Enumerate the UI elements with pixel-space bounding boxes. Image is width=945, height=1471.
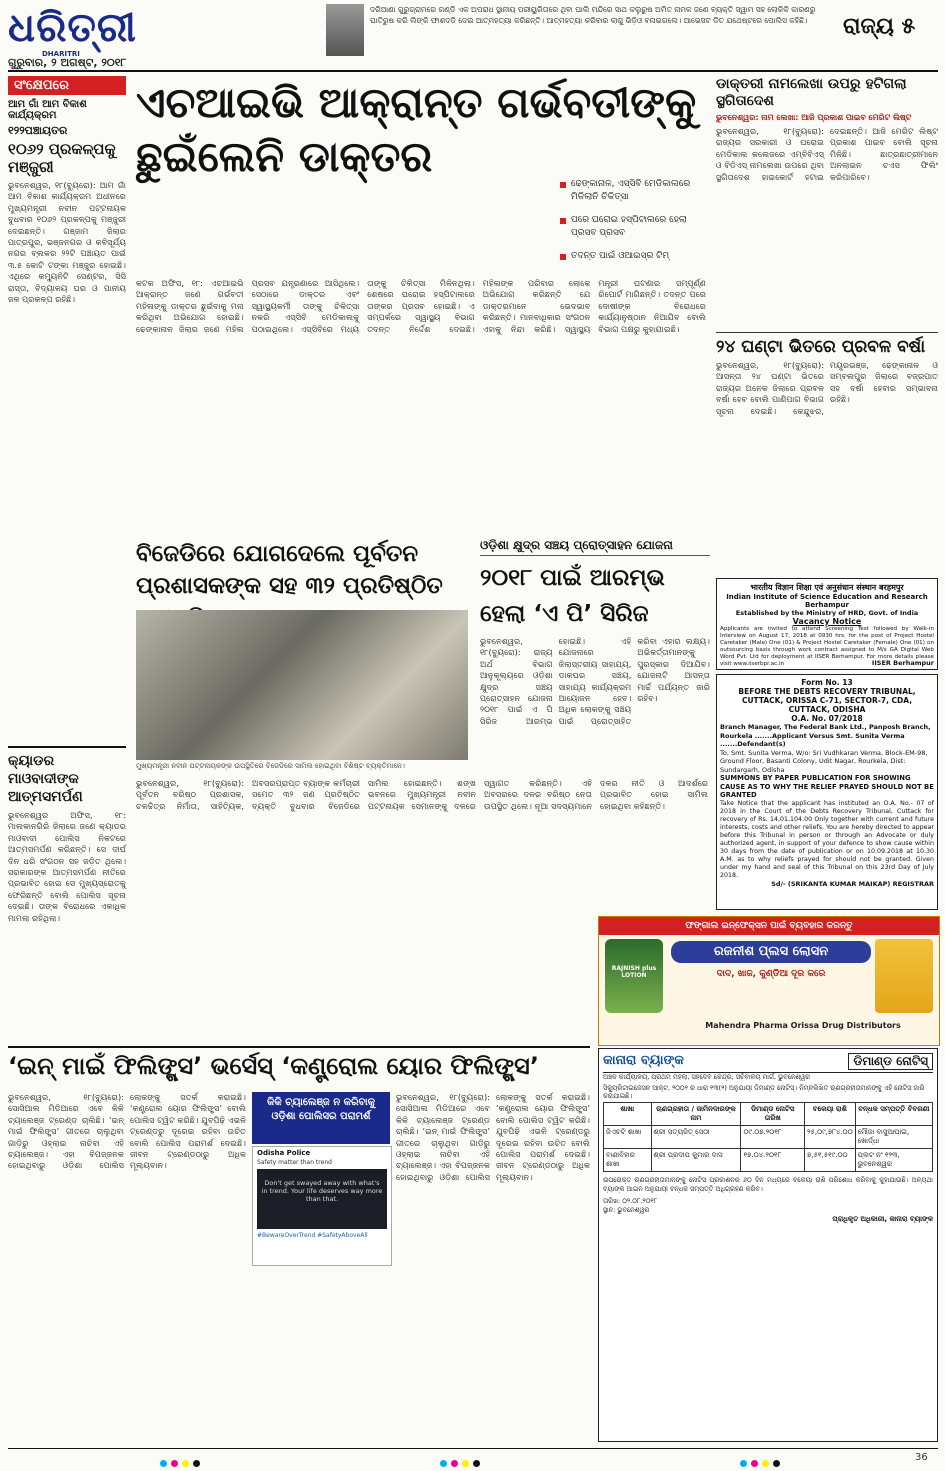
footer-rule: [8, 1448, 938, 1449]
lead-bullet: ତଦନ୍ତ ପାଇଁ ଓଆଇସ୍‌ର ଟିମ୍: [560, 250, 710, 263]
feelings-headline: ‘ଇନ୍ ମାଇଁ ଫିଲିଙ୍ଗ୍ସ’ ଭର୍ସେସ୍ ‘କଣ୍ଟ୍ରୋଲ ୟୋର ଫିଲିଙ୍ଗ୍ସ’: [8, 1052, 539, 1080]
iiser-title-hindi: भारतीय विज्ञान शिक्षा एवं अनुसंधान संस्थान बरहमपुर: [750, 583, 904, 592]
tweet-text: Safety matter than trend: [257, 1159, 332, 1166]
cyan-dot-icon: [740, 1460, 747, 1467]
scheme-body: ଭୁବନେଶ୍ୱର, ୧୮(ବ୍ୟୁରୋ): ରାଜ୍ୟ ଅର୍ଥ ବିଭାଗ ଆନୁକୂଲ୍ୟରେ ଓଡ଼ିଶା କ୍ଷୁଦ୍ର ସଞ୍ଚୟ ପ୍ରୋତ୍ସାହନ ଯୋଜନା ୨୦୧୮ ପାଇଁ ଏ ପି ସିରିଜ ଆରମ୍ଭ ହୋଇଛି। ଏହି ଯୋଜନାରେ ଜିଲାସ୍ତରୀୟ ସାହାଯ୍ୟ, ଡାକଘର ସଞ୍ଚୟ, ସାହାଯ୍ୟ କାର୍ଯ୍ୟକ୍ରମ ଆୟୋଜନ ହେବ। ଅଧିକ ଲୋକଙ୍କୁ ସଞ୍ଚୟ ପାଇଁ ପ୍ରୋତ୍ସାହିତ କରିବା ଏହାର ଲକ୍ଷ୍ୟ। ଅଭିକର୍ତ୍ତାମାନଙ୍କୁ ପୁରସ୍କାର ଦିଆଯିବ। ଯୋଜନାଟି ଆସନ୍ତା ମାର୍ଚ୍ଚ ପର୍ଯ୍ୟନ୍ତ ଜାରି ରହିବ।: [480, 636, 710, 726]
bjd-body: ଭୁବନେଶ୍ୱର, ୧୮(ବ୍ୟୁରୋ): ପୂର୍ବତନ ବରିଷ୍ଠ ପ୍ରଶାସକ, ଚଳଚ୍ଚିତ୍ର ନିର୍ମାତା, ସାହିତ୍ୟିକ, ଅବସରପ୍ରାପ୍ତ ବ୍ୟାଙ୍କ କର୍ମଚାରୀ ସମେତ ୩୨ ଜଣ ପ୍ରତିଷ୍ଠିତ ବ୍ୟକ୍ତି ବୁଧବାର ବିଜେଡିରେ ସାମିଲ ହୋଇଛନ୍ତି। ଶଙ୍ଖ ଭବନରେ ମୁଖ୍ୟମନ୍ତ୍ରୀ ନବୀନ ପଟ୍ଟନାୟକ ସେମାନଙ୍କୁ ଦଳରେ ସ୍ୱାଗତ କରିଛନ୍ତି। ଏହି ଅବସରରେ ଦଳର ବରିଷ୍ଠ ନେତା ଉପସ୍ଥିତ ଥିଲେ। ନୂଆ ସଦସ୍ୟମାନେ ଦଳର ନୀତି ଓ ଆଦର୍ଶରେ ପ୍ରଭାବିତ ହୋଇ ସାମିଲ ହୋଇଥିବା କହିଛନ୍ତି।: [136, 778, 708, 811]
lead-body: କଟକ ଅଫିସ, ୧୮: ଏଚଆଇଭି ଆକ୍ରାନ୍ତ ଜଣେ ଗର୍ଭବତୀ ମହିଳାଙ୍କୁ ଡାକ୍ତର ଛୁଇଁବାକୁ ମନା କରିଥିବା ଅଭିଯୋଗ ହୋଇଛି। ଢେଙ୍କାନାଳ ଜିଲାର ଜଣେ ମହିଳା ପ୍ରସବ ଯନ୍ତ୍ରଣାରେ ଆସିଥିଲେ। ସେଠାରେ ଡାକ୍ତର ଏବଂ ସ୍ୱାସ୍ଥ୍ୟକର୍ମୀ ତାଙ୍କୁ ଚିକିତ୍ସା ନକରି ଏସ୍‌ସିବି ମେଡିକାଲକୁ ପଠାଇଥିଲେ। ଏସ୍‌ସିବିରେ ମଧ୍ୟ ତାଙ୍କୁ ଚିକିତ୍ସା ମିଳିନଥିଲା। ଶେଷରେ ଘରୋଇ ହସ୍ପିଟାଲରେ ତାଙ୍କର ପ୍ରସବ ହୋଇଛି। ଏ ସମ୍ପର୍କରେ ସ୍ୱାସ୍ଥ୍ୟ ବିଭାଗ ତଦନ୍ତ ନିର୍ଦ୍ଦେଶ ଦେଇଛି। ମହିଳାଙ୍କ ପରିବାର ଲୋକେ ଅଭିଯୋଗ କରିଛନ୍ତି ଯେ ଡାକ୍ତରମାନେ ଭେଦଭାବ କରିଛନ୍ତି। ମାନବାଧିକାର ସଂଗଠନ ଏହାକୁ ନିନ୍ଦା କରିଛି। ସ୍ୱାସ୍ଥ୍ୟ ମନ୍ତ୍ରୀ ଘଟଣାର ସମ୍ପୂର୍ଣ୍ଣ ରିପୋର୍ଟ ମାଗିଛନ୍ତି। ତଦନ୍ତ ପରେ ଦୋଷୀଙ୍କ ବିରୋଧରେ କାର୍ଯ୍ୟାନୁଷ୍ଠାନ ନିଆଯିବ ବୋଲି ବିଭାଗ ପକ୍ଷରୁ କୁହାଯାଇଛି।: [136, 278, 706, 334]
bullet-square-icon: [560, 218, 566, 224]
black-dot-icon: [773, 1460, 780, 1467]
teaser-photo: [326, 4, 364, 56]
lead-bullet: ପରେ ଘରୋଇ ହସ୍ପିଟାଲରେ ହେଲା ପ୍ରସବ ପ୍ରସବ: [560, 214, 710, 240]
brief-sub: ୧୨୨ପଞ୍ଚାୟତର: [8, 124, 68, 137]
col-header: ଋଣଗ୍ରହୀତା / ଜାମିନଦାରଙ୍କ ନାମ: [651, 1103, 741, 1126]
medical-body: ଭୁବନେଶ୍ୱର, ୧୮(ବ୍ୟୁରୋ): ରାଜ୍ୟର ସରକାରୀ ଓ ଘରୋଇ ମେଡିକାଲ କଲେଜରେ ଏମ୍‌ବିବିଏସ୍ ଓ ବିଡିଏସ୍ ନାମଲେଖା ଉପରେ ଥିବା ସ୍ଥଗିତାଦେଶ ହାଇକୋର୍ଟ ହଟାଇ ଦେଇଛନ୍ତି। ଆଜି ମେରିଟ ଲିଷ୍ଟ ପ୍ରକାଶ ପାଇବ ବୋଲି ସୂଚନା ମିଳିଛି। ଛାତ୍ରଛାତ୍ରୀମାନେ ଅନଲାଇନ ଚଏସ ଫିଲିଂ କରିପାରିବେ।: [716, 126, 938, 182]
canara-header: [603, 1053, 933, 1073]
table-cell: ୧୭.୦୪.୨୦୧୮: [741, 1149, 805, 1172]
lead-bullet: ଢେଙ୍କାନାଳ, ଏସ୍‌ସିବି ମେଡିକାଲରେ ମିଳିଲାନି ଚିକିତ୍ସା: [560, 178, 710, 204]
briefs-badge: ସଂକ୍ଷେପରେ: [8, 76, 126, 95]
color-registration-marks: [440, 1460, 480, 1467]
col-header: ବକେୟା ରାଶି: [805, 1103, 856, 1126]
lead-bullets: [560, 178, 710, 273]
black-dot-icon: [473, 1460, 480, 1467]
maoist-body: ଭୁବନେଶ୍ୱର ଅଫିସ, ୧୮: ମାଲକାନଗିରି ଜିଲାରେ ଜଣେ କ୍ୟାଡର ମାଓବାଦୀ ପୋଲିସ ନିକଟରେ ଆତ୍ମସମର୍ପଣ କରିଛନ୍ତି। ସେ ଦୀର୍ଘ ଦିନ ଧରି ସଂଗଠନ ସହ ଜଡ଼ିତ ଥିଲେ। ସରକାରଙ୍କ ଆତ୍ମସମର୍ପଣ ନୀତିରେ ପ୍ରଭାବିତ ହୋଇ ସେ ମୁଖ୍ୟସ୍ରୋତକୁ ଫେରିଛନ୍ତି ବୋଲି ପୋଲିସ ସୂଚନା ଦେଇଛି। ତାଙ୍କ ବିରୋଧରେ ଏକାଧିକ ମାମଲା ରହିଥିଲା।: [8, 810, 126, 923]
newspaper-logo: ଧରିତ୍ରୀ: [8, 4, 137, 51]
iiser-vacancy: Vacancy Notice: [792, 617, 862, 626]
brief-kicker: ଆମ ଗାଁ ଆମ ବିକାଶ କାର୍ଯ୍ୟକ୍ରମ: [8, 99, 87, 121]
drt-notice: [716, 674, 938, 910]
yellow-dot-icon: [762, 1460, 769, 1467]
table-cell: ୭,୫୧,୫୧୯.୦୦: [805, 1149, 856, 1172]
yellow-dot-icon: [462, 1460, 469, 1467]
brief-headline: ୧୦୬୨ ପ୍ରକଳ୍ପକୁ ମଞ୍ଜୁରୀ: [8, 140, 116, 176]
cyan-dot-icon: [160, 1460, 167, 1467]
table-cell: ମୌଜା ବାସୁଆଘାଇ, ଖୋର୍ଦ୍ଧା: [855, 1126, 932, 1149]
teaser-text: ଦରିଆଣା ଗୁରୁଗ୍ରାମରେ ଗଣ୍ଡି ଏକ ଅପରାଧ ସ୍ଥାନୀୟ ପରୀୟୁରିତାରେ ଥିବା ଘାଲି ମନ୍ଦିରେ ସାଥ କଲୁରୁଷ ଅମିତ ନାମକ ଜଣେ ବ୍ୟକ୍ତି ସ୍ୱାମ ସହ ଲୋକିକି କାରଣରୁ ଘାତିରୁଷ କରି ଲିଙ୍କି ଫାଶଦଡି ଦେଇ ଆତ୍ମହତ୍ୟା କରିଛନ୍ତି। ଆତ୍ମହତ୍ୟା କରିବାର ଲାଗୁ ଭିଡ଼ିଓ ବନାଇଗଲେ। ଆଭେସଟ ଡିତ ଯଥେଷ୍ଟରେ ପୋଲିସ କହିଛି।: [370, 5, 816, 25]
ad-tagline: ଦାଦ, ଖାଜ, କୁଣ୍ଡିଆ ଦୂର କରେ: [716, 969, 826, 979]
canara-notice: [598, 1048, 938, 1442]
magenta-dot-icon: [171, 1460, 178, 1467]
maoist-headline: କ୍ୟାଡର ମାଓବାଦୀଙ୍କ ଆତ୍ମସମର୍ପଣ: [8, 746, 126, 806]
brief-body: ଭୁବନେଶ୍ୱର, ୧୮(ବ୍ୟୁରୋ): ଆମ ଗାଁ ଆମ ବିକାଶ କାର୍ଯ୍ୟକ୍ରମ ଅଧୀନରେ ମୁଖ୍ୟମନ୍ତ୍ରୀ ନବୀନ ପଟ୍ଟନାୟକ ବୁଧବାର ୧୦୬୨ ପ୍ରକଳ୍ପକୁ ମଞ୍ଜୁରୀ ଦେଇଛନ୍ତି। ଗଞ୍ଜାମ ଜିଲାର ପାତ୍ରପୁର, ଭଞ୍ଜନଗର ଓ କବିସୂର୍ଯ୍ୟ ନଗର ବ୍ଲକର ୨୨ଟି ପଞ୍ଚାୟତ ପାଇଁ ୩.୫ କୋଟି ଟଙ୍କା ମଞ୍ଜୁର ହୋଇଛି। ଏଥିରେ କମ୍ୟୁନିଟି ସେଣ୍ଟର, ସିସି ରାସ୍ତା, ବିଦ୍ୟାଳୟ ଘର ଓ ପାନୀୟ ଜଳ ପ୍ରକଳ୍ପ ରହିଛି।: [8, 180, 126, 305]
rain-body: ଭୁବନେଶ୍ୱର, ୧୮(ବ୍ୟୁରୋ): ଆସନ୍ତା ୨୪ ଘଣ୍ଟା ଭିତରେ ରାଜ୍ୟର ଅନେକ ଜିଲାରେ ପ୍ରବଳ ବର୍ଷା ହେବ ବୋଲି ପାଣିପାଗ ବିଭାଗ ସୂଚନା ଦେଇଛି। କେନ୍ଦୁଝର, ମୟୂରଭଞ୍ଜ, ଢେଙ୍କାନାଳ ଓ ସମ୍ବଲପୁର ଜିଲାରେ ବଜ୍ରପାତ ସହ ବର୍ଷା ହେବାର ସମ୍ଭାବନା ରହିଛି।: [716, 360, 938, 416]
drt-addressee: To, Smt. Sunita Verma, W/o: Sri Vudhkaran Verma, Block-EM-98, Ground Floor, Basanti Colony, Udit Nagar, Rourkela, Dist: Sundargarh, Odisha: [720, 748, 928, 774]
iiser-body: Applicants are invited to attend Screening Test followed by Walk-in Interview on August 17, 2018 at 0930 hrs. for the post of Project Hostel Caretaker (Male) One (01) & Project Hostel Caretaker (Female) One (01) on outsourcing basis through work contract assigned to M/s GA Digital Web Word Pvt. Ltd for deployment at IISER Berhampur. For more details please visit www.iiserbpr.ac.in: [720, 626, 934, 667]
table-cell: ବାଣୀବିହାର ଶାଖା: [604, 1149, 652, 1172]
bjd-headline: ବିଜେଡିରେ ଯୋଗଦେଲେ ପୂର୍ବତନ ପ୍ରଶାସକଙ୍କ ସହ ୩୨ ପ୍ରତିଷ୍ଠିତ: [136, 541, 443, 599]
rain-headline: ୨୪ ଘଣ୍ଟା ଭିତରେ ପ୍ରବଳ ବର୍ଷା: [716, 332, 938, 357]
page-number: 36: [915, 1452, 928, 1463]
table-row: [604, 1126, 933, 1149]
section-rule: [8, 1046, 590, 1048]
section-label: ରାଜ୍ୟ ୫: [843, 14, 916, 39]
iiser-notice: [716, 578, 938, 670]
col-header: ବନ୍ଧକ ସମ୍ପତ୍ତି ବିବରଣୀ: [855, 1103, 932, 1126]
iiser-sign: IISER Berhampur: [871, 659, 934, 667]
table-header-row: [604, 1103, 933, 1126]
ad-distributor: Mahendra Pharma Orissa Drug Distributors: [705, 1021, 901, 1030]
table-cell: ୨୫,୦୯,୭୮୪.୦୦: [805, 1126, 856, 1149]
canara-date: ତାରିଖ: ୦୨.୦୮.୨୦୧୮: [603, 1197, 658, 1205]
black-dot-icon: [193, 1460, 200, 1467]
canara-sign: ପ୍ରାଧିକୃତ ଅଧିକାରୀ, କାନାରା ବ୍ୟାଙ୍କ: [832, 1215, 933, 1223]
lotion-bottle: RAJNISH plus LOTION: [605, 939, 663, 1013]
canara-body: ଉପରୋକ୍ତ ଋଣଗ୍ରହୀତାମାନଙ୍କୁ ନୋଟିସ ପ୍ରକାଶନର ୬୦ ଦିନ ମଧ୍ୟରେ ବକେୟା ରାଶି ପରିଶୋଧ କରିବାକୁ କୁହାଯାଉଛି। ଅନ୍ୟଥା ବ୍ୟାଙ୍କ ଆଇନ ଅନୁଯାୟୀ ବନ୍ଧକ ସମ୍ପତ୍ତି ଅଧିଗ୍ରହଣ କରିବ।: [603, 1176, 933, 1193]
canara-table: [603, 1102, 933, 1172]
magenta-dot-icon: [451, 1460, 458, 1467]
bullet-square-icon: [560, 182, 566, 188]
cyan-dot-icon: [440, 1460, 447, 1467]
canara-office: ଅଞ୍ଚଳ କାର୍ଯ୍ୟାଳୟ, ପ୍ରଥମ ମହଲା, ସହଦେବ କେନ୍ଦ୍ର, ସଚିବାଳୟ ମାର୍ଗ, ଭୁବନେଶ୍ୱର: [603, 1073, 811, 1081]
demand-notice-title: ଡିମାଣ୍ଡ ନୋଟିସ୍: [848, 1053, 933, 1070]
iiser-title: Indian Institute of Science Education and Research Berhampur: [726, 593, 928, 609]
color-registration-marks: [160, 1460, 200, 1467]
kiki-box-headline: କିକି ଚ୍ୟାଲେଞ୍ଜ ନ କରିବାକୁ ଓଡ଼ିଶା ପୋଲିସର ପରାମର୍ଶ: [252, 1092, 390, 1144]
feelings-body-left: ଭୁବନେଶ୍ୱର, ୧୮(ବ୍ୟୁରୋ): ସୋସିଆଲ ମିଡିଆରେ ଏବେ କିକି ଚ୍ୟାଲେଞ୍ଜ ଟ୍ରେଣ୍ଡ ଚାଲିଛି। ‘ଇନ୍ ମାଇଁ ଫିଲିଙ୍ଗ୍ସ’ ଗୀତରେ ଚାଲୁଥିବା ଗାଡ଼ିରୁ ଓହ୍ଲାଇ ନାଚିବା ଏହି ଚ୍ୟାଲେଞ୍ଜ। ଏହା ବିପଜ୍ଜନକ ହୋଇଥିବାରୁ ଓଡ଼ିଶା ପୋଲିସ ଲୋକଙ୍କୁ ସତର୍କ କରାଇଛି। ‘କଣ୍ଟ୍ରୋଲ ୟୋର ଫିଲିଙ୍ଗ୍ସ’ ବୋଲି ପୋଲିସ ଟ୍ୱିଟ କରିଛି। ଯୁବପିଢ଼ି ଏଭଳି ଟ୍ରେଣ୍ଡରୁ ଦୂରେଇ ରହିବା ଉଚିତ ବୋଲି ପୋଲିସ ପରାମର୍ଶ ଦେଇଛି। ଜୀବନ ଟ୍ରେଣ୍ଡଠାରୁ ଅଧିକ ମୂଲ୍ୟବାନ।: [8, 1092, 246, 1171]
table-row: [604, 1149, 933, 1172]
col-header: ଶାଖା: [604, 1103, 652, 1126]
ad-model-photo: [875, 939, 933, 1013]
magenta-dot-icon: [751, 1460, 758, 1467]
table-cell: ପ୍ଲଟ ନଂ ୧୨୩, ଭୁବନେଶ୍ୱର: [855, 1149, 932, 1172]
right-column: [716, 76, 938, 576]
lead-headline: ଏଚଆଇଭି ଆକ୍ରାନ୍ତ ଗର୍ଭବତୀଙ୍କୁ ଛୁଇଁଲେନି ଡାକ୍ତର: [136, 78, 697, 181]
iiser-ministry: Established by the Ministry of HRD, Govt. of India: [735, 609, 919, 617]
drt-parties: Branch Manager, The Federal Bank Ltd., Panposh Branch, Rourkela .......Applicant Versus Smt. Sunita Verma .......Defendant(s): [720, 723, 931, 748]
medical-headline: ଡାକ୍ତରୀ ନାମଲେଖା ଉପରୁ ହଟିଗଲା ସ୍ଥଗିତାଦେଶ: [716, 76, 907, 109]
masthead-rule: [8, 70, 938, 72]
canara-place: ସ୍ଥାନ: ଭୁବନେଶ୍ୱର: [603, 1206, 650, 1214]
drt-body: Take Notice that the applicant has instituted an O.A. No.- 07 of 2018 in the Court of the Debts Recovery Tribunal, Cuttack for recovery of Rs. 14,01,104.00 Only together with current and future interests, costs and other reliefs. You are hereby directed to appear before this Tribunal in person or through an Advocate or duly authorized agent, in support of your defence to show cause within 30 days from the date of publication or on 10.09.2018 at 10.30 A.M. as to why reliefs prayed for should not be granted. Given under my hand and seal of this Tribunal on this 23rd Day of July 2018.: [720, 799, 934, 879]
scheme-headline: ୨୦୧୮ ପାଇଁ ଆରମ୍ଭ ହେଲା ‘ଏ ପି’ ସିରିଜ: [480, 565, 665, 627]
scheme-kicker: ଓଡ଼ିଶା କ୍ଷୁଦ୍ର ସଞ୍ଚୟ ପ୍ରୋତ୍ସାହନ ଯୋଜନା: [480, 538, 710, 556]
rajnish-ad: [598, 916, 940, 1046]
tweet-hashtags: #BewareOverTrend #SafetyAboveAll: [257, 1232, 368, 1239]
bullet-square-icon: [560, 254, 566, 260]
bjd-photo: [136, 610, 468, 760]
left-column: [8, 76, 126, 1041]
table-cell: ଜିଏଚଟି ଶାଖା: [604, 1126, 652, 1149]
drt-summons: SUMMONS BY PAPER PUBLICATION FOR SHOWING CAUSE AS TO WHY THE RELIEF PRAYED SHOULD NOT BE GRANTED: [720, 774, 934, 799]
drt-oa: O.A. No. 07/2018: [791, 714, 863, 723]
tweet-handle: Odisha Police: [257, 1149, 311, 1157]
table-cell: ଶ୍ରୀ ପ୍ରଦୀପ କୁମାର ଦାସ: [651, 1149, 741, 1172]
bjd-caption: ମୁଖ୍ୟମନ୍ତ୍ରୀ ନବୀନ ପଟ୍ଟନାୟକଙ୍କ ଉପସ୍ଥିତିରେ ବିଜେଡିରେ ସାମିଲ ହୋଇଥିବା ବିଶିଷ୍ଟ ବ୍ୟକ୍ତିମାନେ।: [136, 762, 405, 770]
logo-subtitle: DHARITRI: [42, 50, 80, 58]
ad-top-banner: ଫଙ୍ଗାଲ ଇନ୍‌ଫେକ୍ସନ ପାଇଁ ବ୍ୟବହାର କରନ୍ତୁ: [599, 917, 939, 935]
medical-sub: ଭୁବନେଶ୍ୱର: ନାମ ଲେଖା: ଆଜି ପ୍ରକାଶ ପାଇବ ମେରିଟ ଲିଷ୍ଟ: [716, 113, 912, 122]
table-cell: ୦୯.୦୭.୨୦୧୮: [741, 1126, 805, 1149]
feelings-body-right: ଭୁବନେଶ୍ୱର, ୧୮(ବ୍ୟୁରୋ): ସୋସିଆଲ ମିଡିଆରେ ଏବେ କିକି ଚ୍ୟାଲେଞ୍ଜ ଟ୍ରେଣ୍ଡ ଚାଲିଛି। ‘ଇନ୍ ମାଇଁ ଫିଲିଙ୍ଗ୍ସ’ ଗୀତରେ ଚାଲୁଥିବା ଗାଡ଼ିରୁ ଓହ୍ଲାଇ ନାଚିବା ଏହି ଚ୍ୟାଲେଞ୍ଜ। ଏହା ବିପଜ୍ଜନକ ହୋଇଥିବାରୁ ଓଡ଼ିଶା ପୋଲିସ ଲୋକଙ୍କୁ ସତର୍କ କରାଇଛି। ‘କଣ୍ଟ୍ରୋଲ ୟୋର ଫିଲିଙ୍ଗ୍ସ’ ବୋଲି ପୋଲିସ ଟ୍ୱିଟ କରିଛି। ଯୁବପିଢ଼ି ଏଭଳି ଟ୍ରେଣ୍ଡରୁ ଦୂରେଇ ରହିବା ଉଚିତ ବୋଲି ପୋଲିସ ପରାମର୍ଶ ଦେଇଛି। ଜୀବନ ଟ୍ରେଣ୍ଡଠାରୁ ଅଧିକ ମୂଲ୍ୟବାନ।: [396, 1092, 590, 1182]
table-cell: ଶ୍ରୀ ସତ୍ୟଜିତ୍ ସେଠୀ: [651, 1126, 741, 1149]
dateline: ଗୁରୁବାର, ୨ ଅଗଷ୍ଟ, ୨୦୧୮: [8, 56, 127, 69]
drt-form: Form No. 13: [801, 678, 853, 687]
drt-title: BEFORE THE DEBTS RECOVERY TRIBUNAL, CUTTACK, ORISSA C-71, SECTOR-7, CDA, CUTTACK, ODISHA: [738, 687, 916, 714]
ad-brand: ରଜନୀଶ ପ୍ଲସ ଲୋସନ: [671, 941, 871, 963]
canara-name: କାନାରା ବ୍ୟାଙ୍କ: [603, 1053, 684, 1068]
police-tweet: [252, 1146, 392, 1266]
yellow-dot-icon: [182, 1460, 189, 1467]
color-registration-marks: [740, 1460, 780, 1467]
col-header: ଡିମାଣ୍ଡ ନୋଟିସ ତାରିଖ: [741, 1103, 805, 1126]
tweet-image: Don't get swayed away with what's in trend. Your life deserves way more than that.: [257, 1169, 387, 1229]
canara-intro: ସିକ୍ୟୁରିଟାଇଜେସନ ଆକ୍ଟ, ୨୦୦୨ ର ଧାରା ୧୩(୨) ଅନୁଯାୟୀ ଡିମାଣ୍ଡ ନୋଟିସ୍। ନିମ୍ନଲିଖିତ ଋଣଗ୍ରହୀତାମାନଙ୍କୁ ଏହି ନୋଟିସ ଜାରି କରାଯାଇଛି।: [603, 1084, 925, 1100]
drt-sign: Sd/- (SRIKANTA KUMAR MAIKAP) REGISTRAR: [771, 879, 934, 888]
